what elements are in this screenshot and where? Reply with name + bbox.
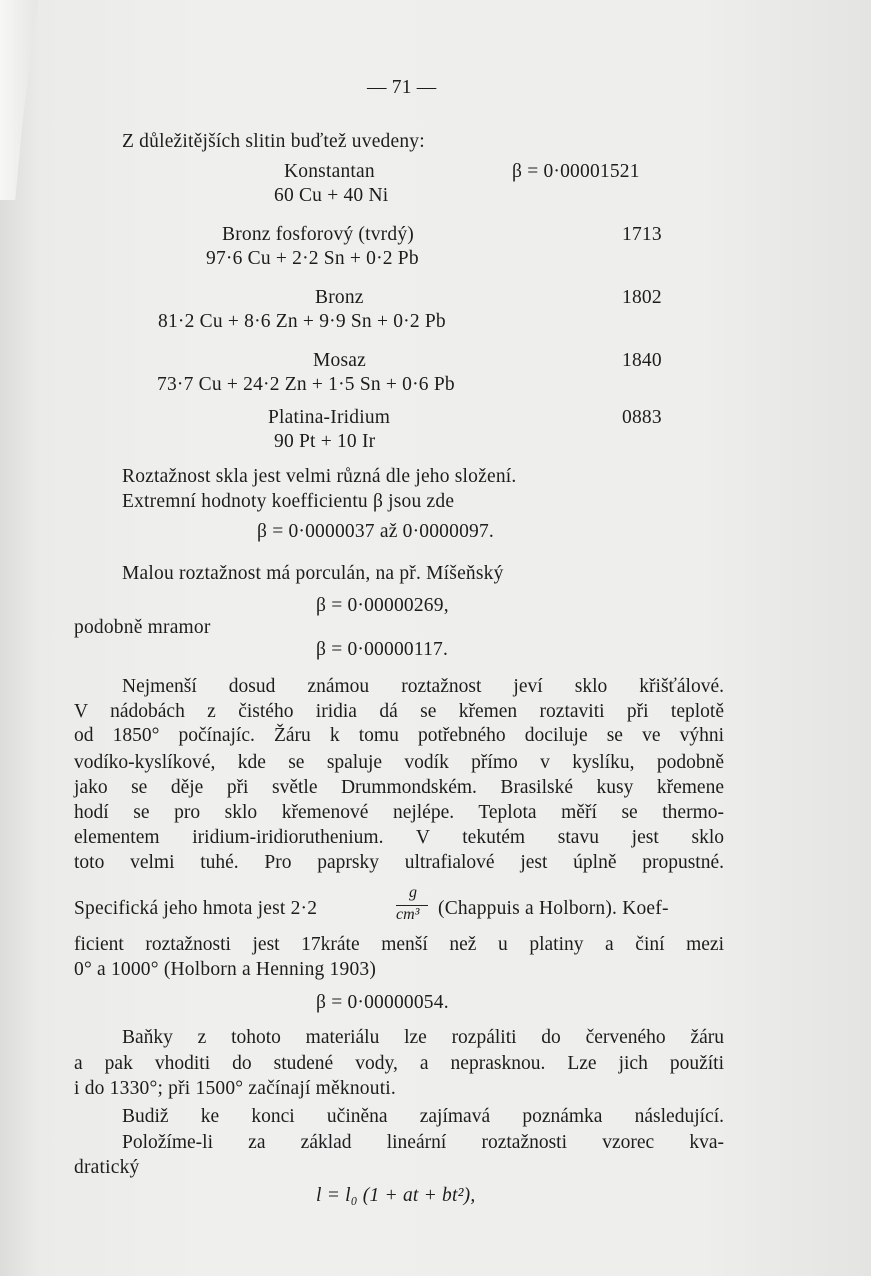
density-text-after: (Chappuis a Holborn). Koef-	[438, 898, 669, 919]
paragraph-line: V nádobách z čistého iridia dá se křemen roztaviti při teplotě	[74, 701, 724, 722]
torn-page-edge	[0, 0, 38, 200]
marble-label: podobně mramor	[74, 617, 211, 638]
paragraph-line: i do 1330°; při 1500° začínají měknouti.	[74, 1078, 396, 1099]
glass-line: Extremní hodnoty koefficientu β jsou zde	[122, 491, 455, 512]
density-text: Specifická jeho hmota jest 2·2	[74, 898, 318, 919]
paragraph-line: vodíko-kyslíkové, kde se spaluje vodík přímo v kyslíku, podobně	[74, 752, 724, 773]
paragraph-line: elementem iridium-iridioruthenium. V tekutém stavu jest sklo	[74, 827, 724, 848]
glass-line: Roztažnost skla jest velmi různá dle jeho složení.	[122, 466, 517, 487]
alloy-name: Konstantan	[284, 161, 375, 182]
paragraph-line: Položíme-li za základ lineární roztažnosti vzorec kva-	[122, 1132, 724, 1153]
paragraph-line: a pak vhoditi do studené vody, a neprasknou. Lze jich použíti	[74, 1053, 724, 1074]
porcelain-formula: β = 0·00000269,	[316, 595, 449, 616]
paragraph-line: Budiž ke konci učiněna zajímavá poznámka následující.	[122, 1106, 724, 1127]
alloy-beta: 0883	[622, 407, 662, 428]
page-number: — 71 —	[367, 77, 437, 98]
paragraph-line: ficient roztažnosti jest 17kráte menší než u platiny a činí mezi	[74, 934, 724, 955]
final-formula: l = l₀ (1 + at + bt²),	[316, 1185, 476, 1206]
alloy-composition: 97·6 Cu + 2·2 Sn + 0·2 Pb	[206, 248, 419, 269]
intro-line: Z důležitějších slitin buďtež uvedeny:	[122, 131, 425, 152]
alloy-beta: β = 0·00001521	[512, 161, 640, 182]
fraction-numerator: g	[409, 884, 417, 901]
paragraph-line: Baňky z tohoto materiálu lze rozpáliti do červeného žáru	[122, 1027, 724, 1048]
paragraph-line: hodí se pro sklo křemenové nejlépe. Teplota měří se thermo-	[74, 802, 724, 823]
alloy-beta: 1840	[622, 350, 662, 371]
alloy-composition: 81·2 Cu + 8·6 Zn + 9·9 Sn + 0·2 Pb	[158, 311, 446, 332]
fraction-denominator: cm³	[396, 906, 420, 923]
paragraph-line: Nejmenší dosud známou roztažnost jeví sklo křišťálové.	[122, 676, 724, 697]
alloy-beta: 1802	[622, 287, 662, 308]
glass-formula: β = 0·0000037 až 0·0000097.	[257, 521, 494, 542]
paragraph-line: dratický	[74, 1157, 140, 1178]
alloy-composition: 90 Pt + 10 Ir	[274, 431, 376, 452]
paragraph-line: toto velmi tuhé. Pro paprsky ultrafialové jest úplně propustné.	[74, 852, 724, 873]
alloy-name: Mosaz	[313, 350, 366, 371]
alloy-composition: 73·7 Cu + 24·2 Zn + 1·5 Sn + 0·6 Pb	[157, 374, 455, 395]
paragraph-line: od 1850° počínajíc. Žáru k tomu potřebného dociluje se ve výhni	[74, 725, 724, 746]
alloy-composition: 60 Cu + 40 Ni	[274, 185, 389, 206]
alloy-name: Bronz	[315, 287, 364, 308]
paragraph-line: jako se děje při světle Drummondském. Brasilské kusy křemene	[74, 777, 724, 798]
quartz-formula: β = 0·00000054.	[316, 992, 449, 1013]
alloy-beta: 1713	[622, 224, 662, 245]
porcelain-line: Malou roztažnost má porculán, na př. Míšeňský	[122, 563, 504, 584]
paragraph-line: 0° a 1000° (Holborn a Henning 1903)	[74, 959, 377, 980]
alloy-name: Bronz fosforový (tvrdý)	[222, 224, 414, 245]
alloy-name: Platina-Iridium	[268, 407, 391, 428]
marble-formula: β = 0·00000117.	[316, 639, 449, 660]
